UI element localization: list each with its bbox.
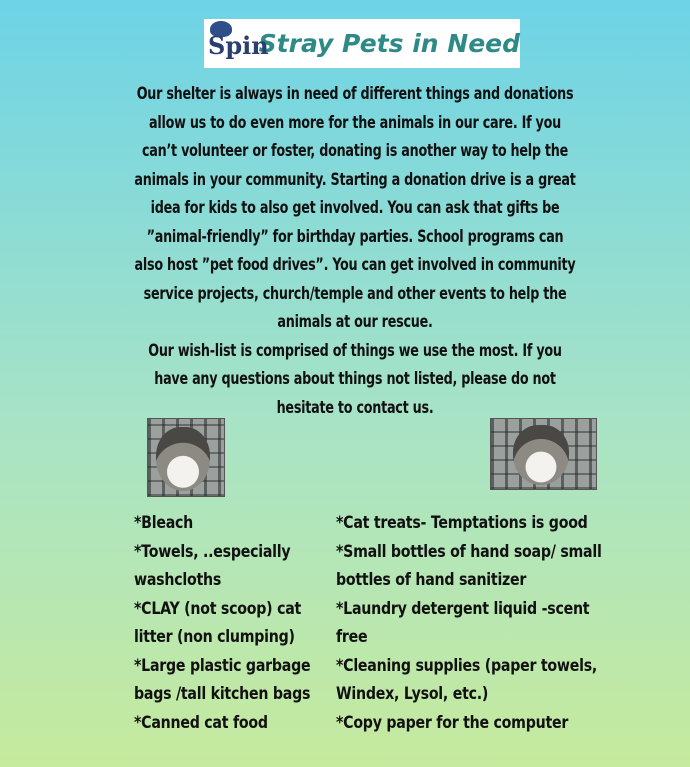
wishlist-item: *Bleach (134, 513, 194, 532)
cat-photo-right (490, 418, 597, 490)
cat-icon (513, 425, 569, 485)
wishlist-item: *Laundry detergent liquid -scent free (336, 598, 590, 646)
header-banner (204, 19, 520, 68)
wishlist-item: *CLAY (not scoop) cat litter (non clumping) (134, 598, 302, 646)
logo-text: Spin (208, 31, 269, 60)
wishlist-item: *Copy paper for the computer (336, 712, 569, 732)
wishlist-item: *Cleaning supplies (paper towels, Windex, Lysol, etc.) (336, 655, 598, 703)
cat-icon (156, 427, 210, 491)
wishlist-item: *Cat treats- Temptations is good (336, 513, 588, 532)
spin-logo (206, 19, 269, 68)
intro-paragraph-2: Our wish-list is comprised of things we use the most. If you have any questions about things not listed, please do not hesitate to contact us. (148, 340, 562, 417)
intro-text (131, 80, 578, 422)
wishlist-item: *Canned cat food (134, 712, 268, 732)
page-title: Stray Pets in Need (258, 29, 520, 58)
intro-paragraph-1: Our shelter is always in need of different things and donations allow us to do even more for the animals in our care. If you can’t volunteer or foster, donating is another way to help the animals in your community. Starting a donation drive is a great idea for kids to also get involved. You can ask that gifts be ”animal-friendly” for birthday parties. School programs can also host ”pet food drives”. You can get involved in community service projects, church/temple and other events to help the animals at our rescue. (134, 84, 576, 331)
wishlist-item: *Towels, ..especially washcloths (134, 541, 291, 589)
wishlist-left (134, 509, 313, 737)
wishlist-item: *Large plastic garbage bags /tall kitchen bags (134, 655, 311, 703)
wishlist-item: *Small bottles of hand soap/ small bottles of hand sanitizer (336, 541, 602, 589)
cat-photo-left (147, 418, 225, 497)
wishlist-right (336, 509, 620, 737)
